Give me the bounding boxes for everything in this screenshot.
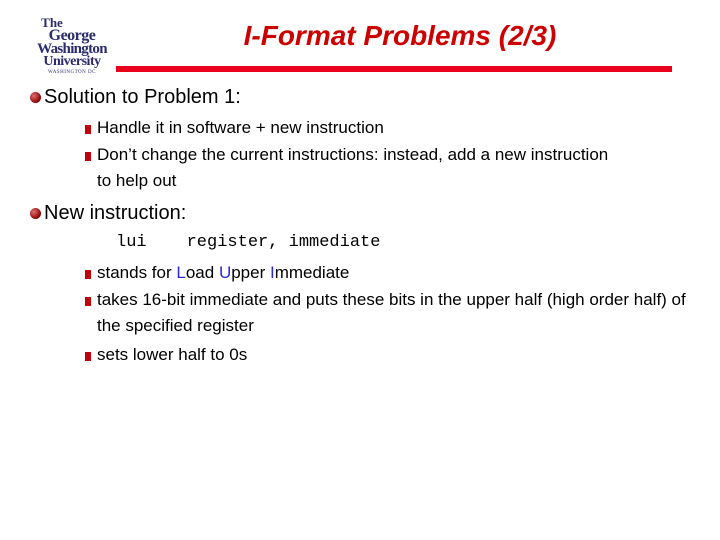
sub-bullet-text: sets lower half to 0s <box>97 345 248 364</box>
code-op: lui <box>116 233 147 252</box>
square-bullet-icon <box>85 152 91 161</box>
square-bullet-icon <box>85 125 91 134</box>
sub-bullet <box>97 287 687 339</box>
square-bullet-icon <box>85 297 91 306</box>
square-bullet-icon <box>85 270 91 279</box>
round-bullet-icon <box>30 92 41 103</box>
sub-bullet <box>97 342 677 368</box>
sub-bullet <box>97 260 677 286</box>
code-args: register, immediate <box>186 233 381 252</box>
university-logo <box>28 15 116 75</box>
sub-bullet <box>97 142 627 194</box>
square-bullet-icon <box>85 352 91 361</box>
logo-line-george: George <box>48 27 96 44</box>
title-rule <box>116 66 672 72</box>
sub-bullet-text: stands for Load Upper Immediate <box>97 263 350 282</box>
logo-line-university: University <box>43 54 101 69</box>
logo-line-washington-dc: WASHINGTON DC <box>48 70 96 75</box>
logo-line-washington: Washington <box>37 41 107 57</box>
logo-line-the: The <box>41 15 63 30</box>
sub-bullet-text: Don’t change the current instructions: instead, add a new instruction to help out <box>97 145 609 190</box>
bullet-new-instruction-heading <box>44 202 186 225</box>
heading-text: Solution to Problem 1: <box>44 86 241 108</box>
heading-text: New instruction: <box>44 202 187 224</box>
bullet-solution-heading <box>44 86 241 109</box>
sub-bullet-text: takes 16-bit immediate and puts these bits in the upper half (high order half) of the specified register <box>97 290 686 335</box>
sub-bullet <box>97 115 657 141</box>
code-line <box>116 233 380 252</box>
sub-bullet-text: Handle it in software + new instruction <box>97 118 384 137</box>
slide-title: I-Format Problems (2/3) <box>243 20 557 51</box>
round-bullet-icon <box>30 208 41 219</box>
